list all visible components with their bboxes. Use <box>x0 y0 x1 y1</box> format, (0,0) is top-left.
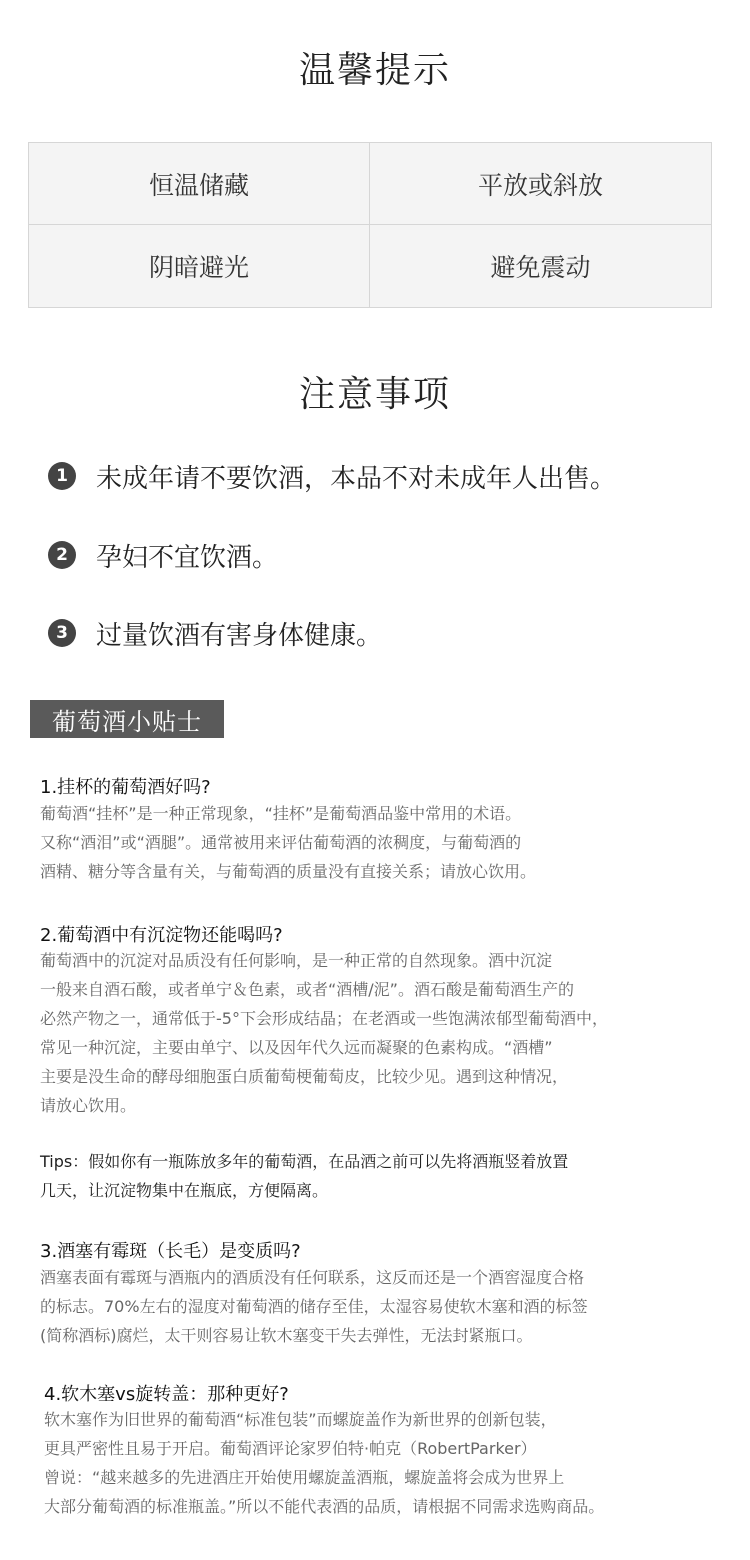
answer-line: 请放心饮用。 <box>40 1096 137 1115</box>
number-2-icon: 2 <box>48 541 76 569</box>
answer-line: 又称“酒泪”或“酒腿”。通常被用来评估葡萄酒的浓稠度，与葡萄酒的 <box>40 833 522 852</box>
tips-title: 温馨提示 <box>298 50 451 91</box>
note-text: 未成年请不要饮酒，本品不对未成年人出售。 <box>96 463 617 494</box>
qa-question-3: 3.酒塞有霉斑（长毛）是变质吗? <box>40 1241 301 1262</box>
qa-answer-1 <box>40 799 536 886</box>
answer-line: 的标志。70%左右的湿度对葡萄酒的储存至佳，太湿容易使软木塞和酒的标签 <box>40 1297 588 1316</box>
qa-question-2: 2.葡萄酒中有沉淀物还能喝吗? <box>40 925 283 946</box>
qa-answer-2 <box>40 946 608 1120</box>
tips-note <box>40 1147 568 1205</box>
answer-line: 酒塞表面有霉斑与酒瓶内的酒质没有任何联系，这反而还是一个酒窖湿度合格 <box>40 1268 585 1287</box>
tips-line: Tips：假如你有一瓶陈放多年的葡萄酒，在品酒之前可以先将酒瓶竖着放置 <box>40 1152 569 1171</box>
note-text: 过量饮酒有害身体健康。 <box>96 620 383 651</box>
note-text: 孕妇不宜饮酒。 <box>96 542 279 573</box>
qa-answer-3 <box>40 1263 588 1350</box>
answer-line: 必然产物之一，通常低于-5°下会形成结晶；在老酒或一些饱满浓郁型葡萄酒中， <box>40 1009 608 1028</box>
notes-title: 注意事项 <box>298 374 451 415</box>
answer-line: 更具严密性且易于开启。葡萄酒评论家罗伯特·帕克（RobertParker） <box>44 1439 537 1458</box>
answer-line: 常见一种沉淀，主要由单宁、以及因年代久远而凝聚的色素构成。“酒槽” <box>40 1038 553 1057</box>
note-item <box>48 537 278 573</box>
answer-line: 软木塞作为旧世界的葡萄酒“标准包装”而螺旋盖作为新世界的创新包装， <box>44 1410 557 1429</box>
number-3-icon: 3 <box>48 619 76 647</box>
wine-tips-banner: 葡萄酒小贴士 <box>30 700 224 738</box>
answer-line: 酒精、糖分等含量有关，与葡萄酒的质量没有直接关系；请放心饮用。 <box>40 862 537 881</box>
storage-tip-dark: 阴暗避光 <box>29 225 370 307</box>
answer-line: 葡萄酒“挂杯”是一种正常现象，“挂杯”是葡萄酒品鉴中常用的术语。 <box>40 804 522 823</box>
storage-tips-grid <box>28 142 712 308</box>
tips-line: 几天，让沉淀物集中在瓶底，方便隔离。 <box>40 1181 329 1200</box>
answer-line: 葡萄酒中的沉淀对品质没有任何影响，是一种正常的自然现象。酒中沉淀 <box>40 951 553 970</box>
qa-question-1: 1.挂杯的葡萄酒好吗? <box>40 777 211 798</box>
answer-line: 曾说：“越来越多的先进酒庄开始使用螺旋盖酒瓶，螺旋盖将会成为世界上 <box>44 1468 565 1487</box>
note-item <box>48 615 382 651</box>
answer-line: 主要是没生命的酵母细胞蛋白质葡萄梗葡萄皮，比较少见。遇到这种情况， <box>40 1067 569 1086</box>
qa-question-4: 4.软木塞vs旋转盖：那种更好? <box>44 1384 289 1405</box>
storage-tip-no-vibration: 避免震动 <box>490 253 591 282</box>
qa-answer-4 <box>44 1405 604 1521</box>
number-1-icon: 1 <box>48 462 76 490</box>
answer-line: 一般来自酒石酸，或者单宁＆色素，或者“酒槽/泥”。酒石酸是葡萄酒生产的 <box>40 980 574 999</box>
answer-line: (简称酒标)腐烂，太干则容易让软木塞变干失去弹性，无法封紧瓶口。 <box>40 1326 533 1345</box>
note-item <box>48 458 616 494</box>
answer-line: 大部分葡萄酒的标准瓶盖。”所以不能代表酒的品质，请根据不同需求选购商品。 <box>44 1497 605 1516</box>
storage-tip-constant-temperature: 恒温储藏 <box>29 143 370 225</box>
storage-tip-lay-flat: 平放或斜放 <box>370 143 711 225</box>
